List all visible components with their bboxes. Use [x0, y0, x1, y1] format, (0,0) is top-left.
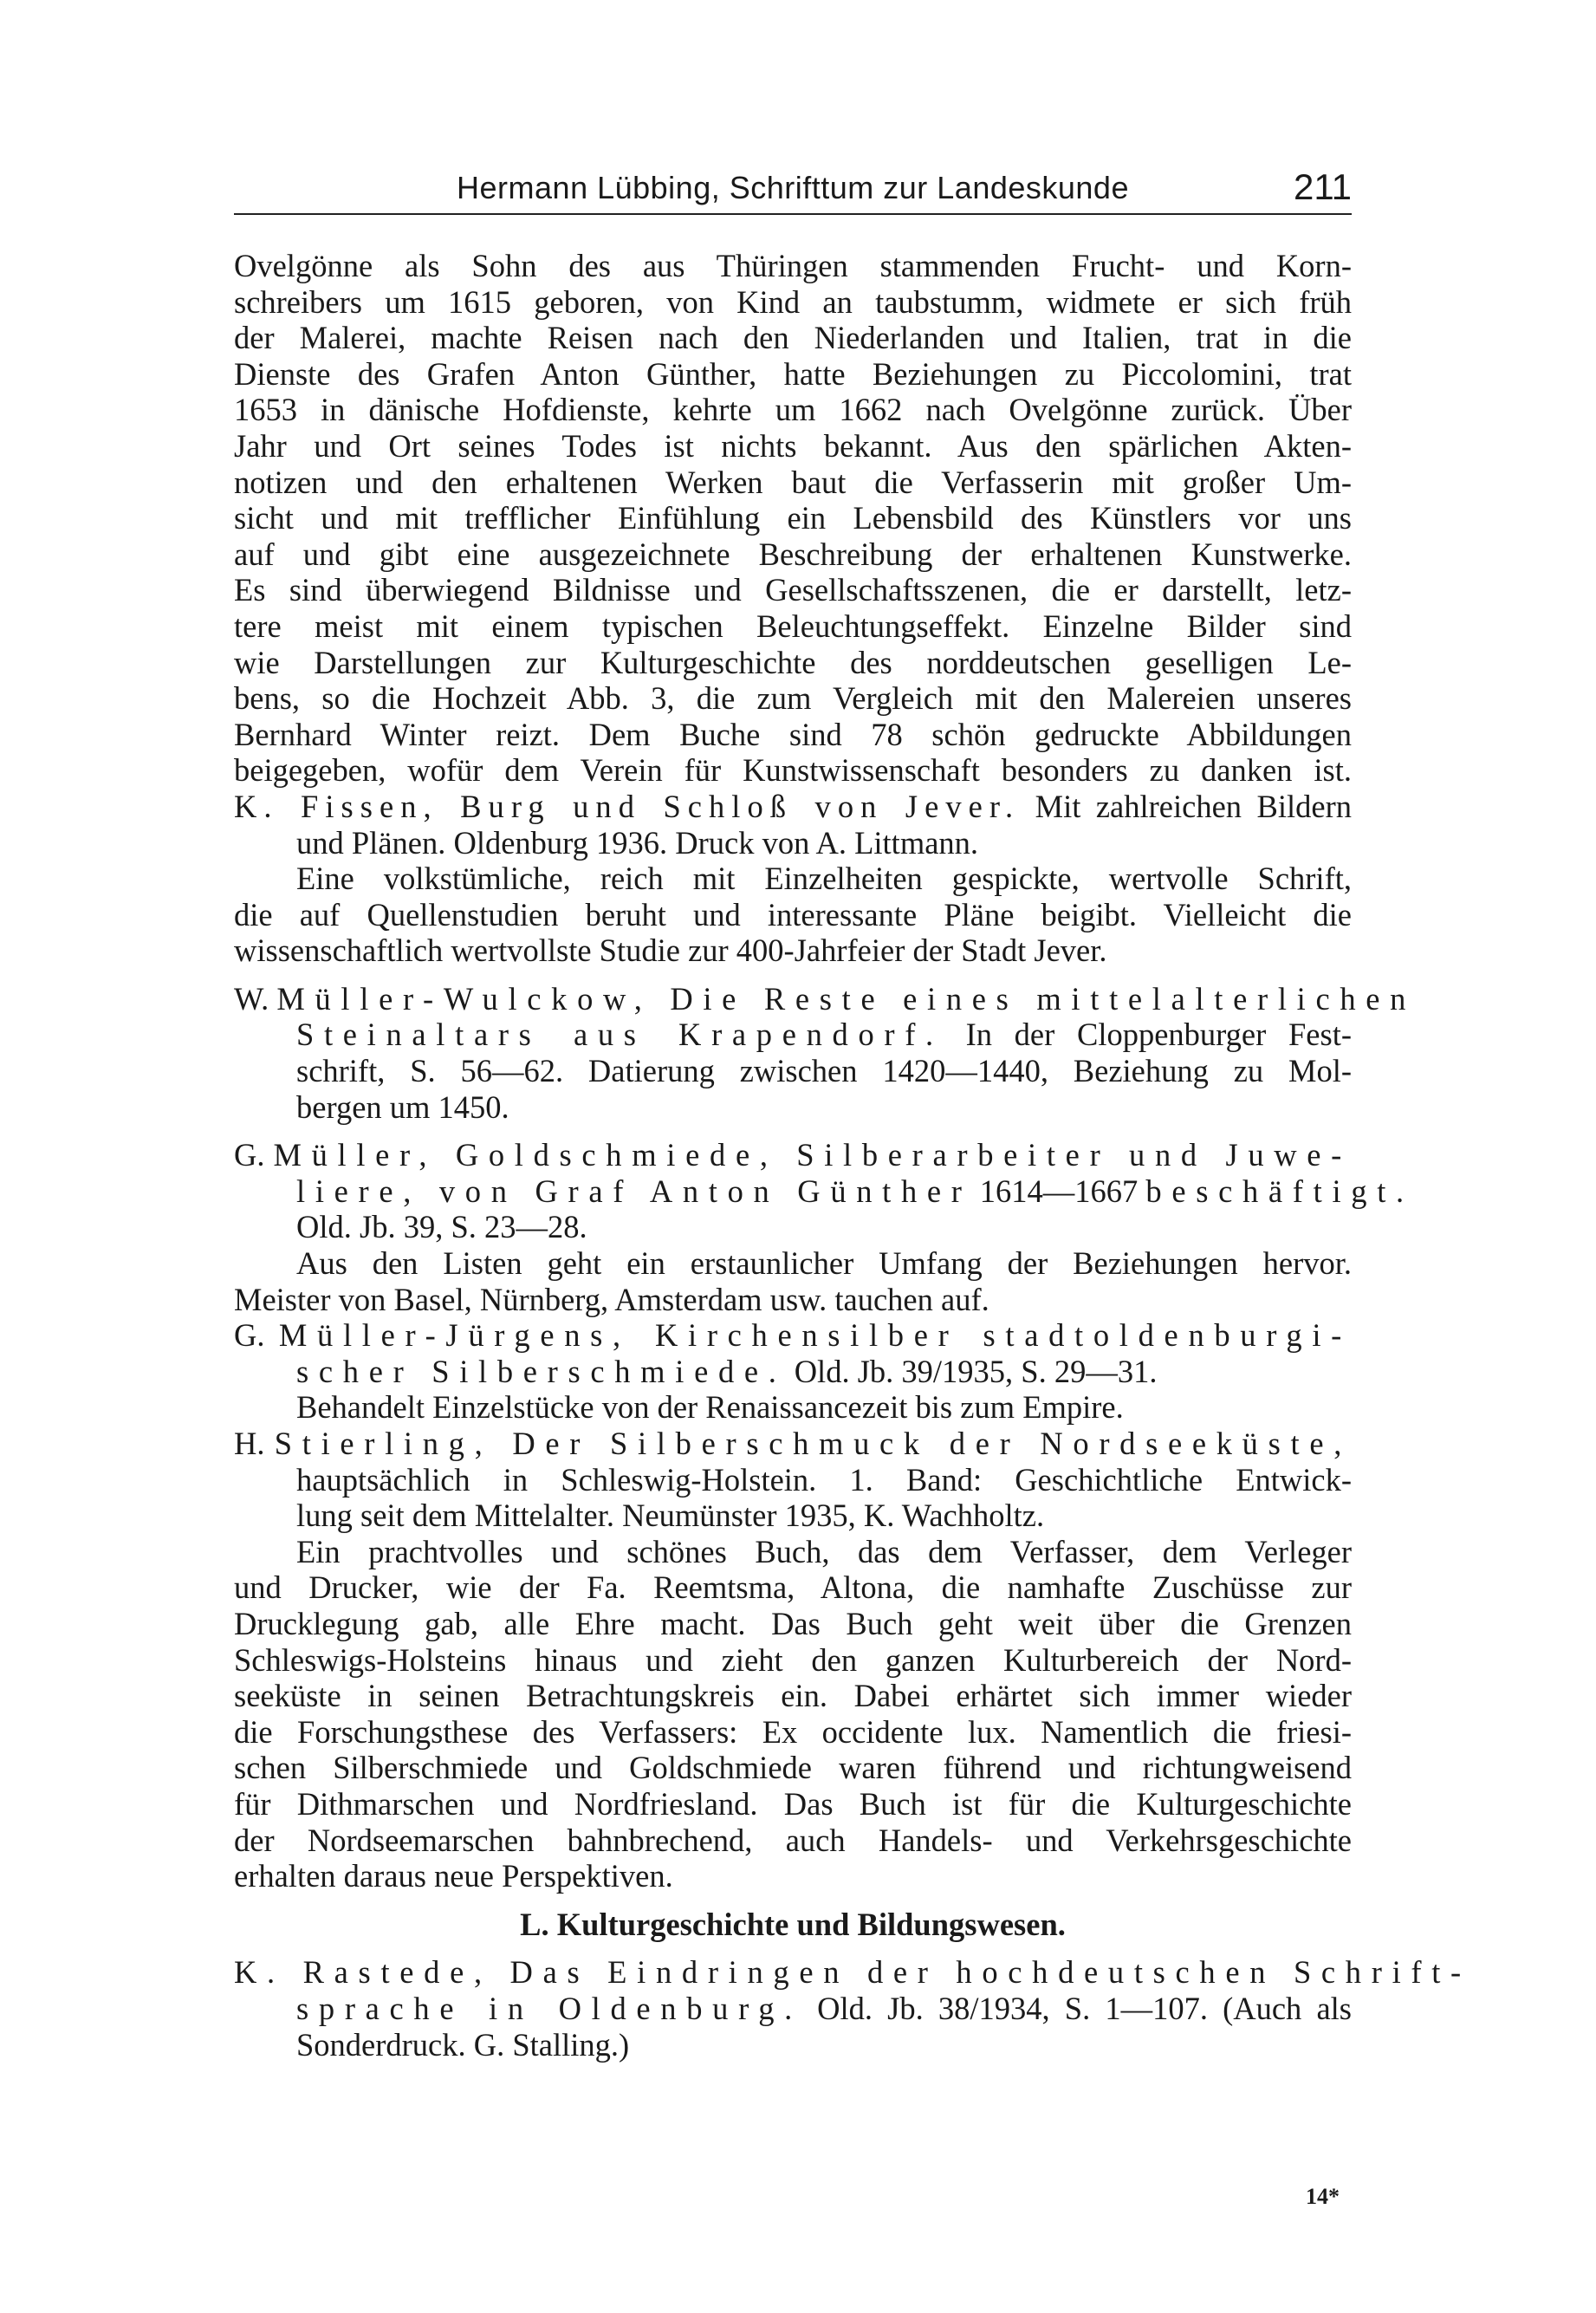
text-line: Sonderdruck. G. Stalling.)	[296, 2026, 630, 2063]
initial: G.	[234, 1317, 279, 1354]
text-line	[234, 1354, 1352, 1390]
text-segment: 1614—1667	[971, 1173, 1146, 1209]
text-line: 1653 in dänische Hofdienste, kehrte um 1662 nach Ovelgönne zurück. Über	[234, 392, 1352, 428]
author-title-spaced: Müller-Wulckow, Die Reste eines mittelalterlichen	[276, 980, 1417, 1017]
text-line: sicht und mit trefflicher Einfühlung ein Lebensbild des Künstlers vor uns	[234, 500, 1352, 536]
text-line: Dienste des Grafen Anton Günther, hatte Beziehungen zu Piccolomini, trat	[234, 355, 1352, 392]
text-segment: In der Cloppenburger Fest-	[943, 1017, 1352, 1053]
text-line: die auf Quellenstudien beruht und interessante Pläne beigibt. Vielleicht die	[234, 896, 1352, 932]
body-text	[234, 248, 1471, 2063]
text-line: Schleswigs-Holsteins hinaus und zieht den ganzen Kulturbereich der Nord-	[234, 1641, 1352, 1678]
text-line: wie Darstellungen zur Kulturgeschichte des norddeutschen geselligen Le-	[234, 644, 1352, 680]
title-spaced: scher Silberschmiede.	[296, 1353, 787, 1389]
text-line: und Plänen. Oldenburg 1936. Druck von A. Littmann.	[296, 824, 979, 861]
author-title-spaced: Müller-Jürgens, Kirchensilber stadtoldenburgi-	[278, 1317, 1352, 1354]
initial: G.	[234, 1137, 274, 1173]
initial: W.	[234, 980, 277, 1017]
signature-mark: 14*	[1306, 2184, 1340, 2209]
bib-entry-muller-wulckow	[234, 980, 1417, 1017]
text-line: Aus den Listen geht ein erstaunlicher Umfang der Beziehungen hervor.	[296, 1245, 1352, 1282]
title-spaced: Steinaltars aus Krapendorf.	[296, 1017, 944, 1053]
text-line: seeküste in seinen Betrachtungskreis ein. Dabei erhärtet sich immer wieder	[234, 1678, 1352, 1714]
title-spaced: sprache in Oldenburg.	[296, 1990, 802, 2026]
text-line: Ovelgönne als Sohn des aus Thüringen stammenden Frucht- und Korn-	[234, 248, 1352, 283]
text-line: der Nordseemarschen bahnbrechend, auch Handels- und Verkehrsgeschichte	[234, 1822, 1352, 1858]
text-line: auf und gibt eine ausgezeichnete Beschreibung der erhaltenen Kunstwerke.	[234, 536, 1352, 572]
title-spaced: liere, von Graf Anton Günther	[296, 1173, 972, 1209]
initial: H.	[234, 1426, 275, 1461]
text-line: tere meist mit einem typischen Beleuchtungseffekt. Einzelne Bilder sind	[234, 607, 1352, 644]
text-line	[234, 1991, 1352, 2027]
text-line: schreibers um 1615 geboren, von Kind an taubstumm, widmete er sich früh	[234, 283, 1352, 320]
text-line: Jahr und Ort seines Todes ist nichts bekannt. Aus den spärlichen Akten-	[234, 427, 1352, 464]
page-number: 211	[1294, 166, 1352, 207]
title-spaced: beschäftigt.	[1145, 1173, 1414, 1209]
text-line: bens, so die Hochzeit Abb. 3, die zum Vergleich mit den Malereien unseres	[234, 680, 1352, 717]
text-segment: Mit zahlreichen Bildern	[1020, 788, 1352, 824]
text-line: und Drucker, wie der Fa. Reemtsma, Altona, die namhafte Zuschüsse zur	[234, 1569, 1352, 1606]
header-rule	[234, 213, 1352, 215]
text-segment: Old. Jb. 39/1935, S. 29—31.	[786, 1353, 1158, 1389]
text-line: Meister von Basel, Nürnberg, Amsterdam usw. tauchen auf.	[234, 1281, 989, 1317]
text-line: Es sind überwiegend Bildnisse und Gesellschaftsszenen, die er darstellt, letz-	[234, 572, 1352, 608]
author-title-spaced: Müller, Goldschmiede, Silberarbeiter und Juwe-	[273, 1137, 1353, 1173]
text-line: der Malerei, machte Reisen nach den Niederlanden und Italien, trat in die	[234, 320, 1352, 356]
text-line: Drucklegung gab, alle Ehre macht. Das Buch geht weit über die Grenzen	[234, 1605, 1352, 1641]
text-line: notizen und den erhaltenen Werken baut die Verfasserin mit großer Um-	[234, 464, 1352, 500]
running-header	[234, 163, 1352, 215]
bib-entry-rastede	[234, 1954, 1471, 1991]
text-line: Ein prachtvolles und schönes Buch, das dem Verfasser, dem Verleger	[296, 1533, 1352, 1569]
text-line: wissenschaftlich wertvollste Studie zur 400-Jahrfeier der Stadt Jever.	[234, 932, 1107, 969]
text-line: lung seit dem Mittelalter. Neumünster 1935, K. Wachholtz.	[296, 1498, 1045, 1534]
text-line: für Dithmarschen und Nordfriesland. Das Buch ist für die Kulturgeschichte	[234, 1785, 1352, 1822]
header-title: Hermann Lübbing, Schrifttum zur Landeskunde	[457, 170, 1129, 205]
bib-entry-muller-jurgens	[234, 1317, 1352, 1354]
author-title-spaced: K. Fissen, Burg und Schloß von Jever.	[234, 788, 1021, 824]
author-title-spaced: K. Rastede, Das Eindringen der hochdeutschen Schrift-	[234, 1954, 1471, 1991]
text-line: schrift, S. 56—62. Datierung zwischen 1420—1440, Beziehung zu Mol-	[296, 1053, 1352, 1089]
text-line: hauptsächlich in Schleswig-Holstein. 1. Band: Geschichtliche Entwick-	[296, 1461, 1352, 1498]
text-line: die Forschungsthese des Verfassers: Ex occidente lux. Namentlich die friesi-	[234, 1713, 1352, 1750]
text-line: bergen um 1450.	[296, 1088, 509, 1125]
text-segment: Old. Jb. 38/1934, S. 1—107. (Auch als	[801, 1990, 1352, 2026]
text-line: Behandelt Einzelstücke von der Renaissancezeit bis zum Empire.	[296, 1389, 1124, 1426]
bib-entry-fissen	[234, 789, 1352, 825]
bib-entry-stierling	[234, 1426, 1352, 1462]
text-line: beigegeben, wofür dem Verein für Kunstwissenschaft besonders zu danken ist.	[234, 752, 1352, 789]
author-title-spaced: Stierling, Der Silberschmuck der Nordseeküste,	[274, 1426, 1353, 1461]
text-line: Eine volkstümliche, reich mit Einzelheiten gespickte, wertvolle Schrift,	[296, 861, 1352, 897]
text-line: schen Silberschmiede und Goldschmiede waren führend und richtungweisend	[234, 1750, 1352, 1786]
section-heading: L. Kulturgeschichte und Bildungswesen.	[520, 1906, 1066, 1942]
text-line: Old. Jb. 39, S. 23—28.	[296, 1209, 587, 1245]
text-line: erhalten daraus neue Perspektiven.	[234, 1858, 673, 1894]
bib-entry-muller-gold	[234, 1137, 1352, 1173]
text-line	[234, 1173, 1414, 1210]
text-line	[234, 1017, 1352, 1053]
text-line: Bernhard Winter reizt. Dem Buche sind 78 schön gedruckte Abbildungen	[234, 716, 1352, 752]
